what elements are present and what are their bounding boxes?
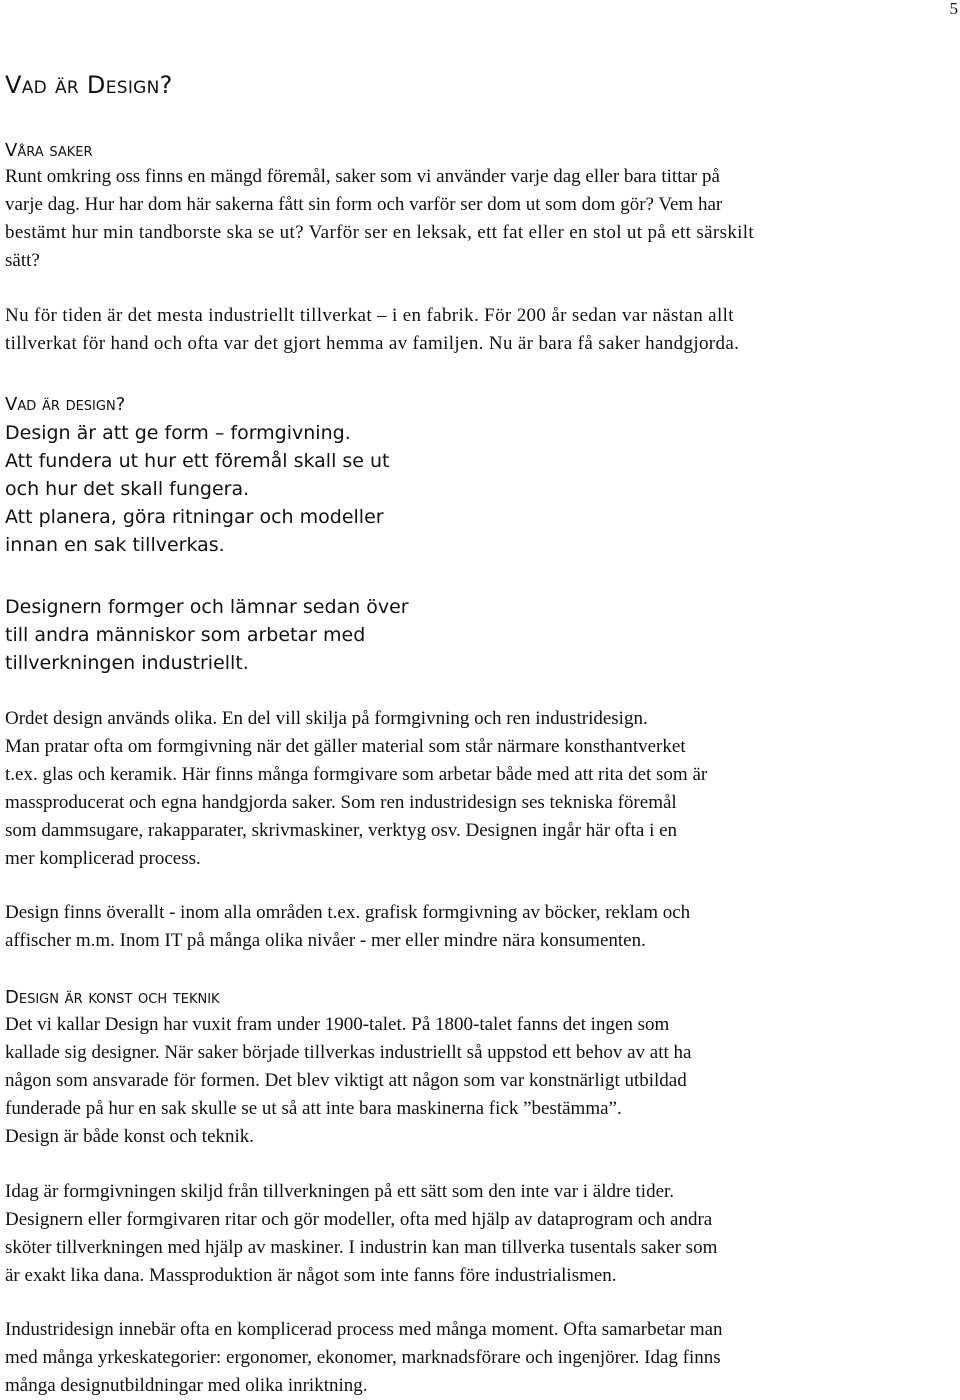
text-line: Design är både konst och teknik. [5,1126,255,1147]
text-line: Designern formger och lämnar sedan över [5,596,409,618]
paragraph [5,1178,717,1290]
text-line: sätt? [5,250,40,271]
text-line: funderade på hur en sak skulle se ut så att inte bara maskinerna fick ”bestämma”. [5,1098,622,1119]
paragraph [5,163,754,275]
text-line: mer komplicerad process. [5,848,201,869]
section-heading-vad-ar-design: Vad är design? [5,394,126,415]
text-line: Runt omkring oss finns en mängd föremål, saker som vi använder varje dag eller bara tittar på [5,166,720,187]
text-line: Ordet design används olika. En del vill skilja på formgivning och ren industridesign. [5,708,648,729]
page-number: 5 [949,0,958,18]
text-line: Designern eller formgivaren ritar och gör modeller, ofta med hjälp av dataprogram och andra [5,1209,713,1230]
text-line: Nu för tiden är det mesta industriellt tillverkat – i en fabrik. För 200 år sedan var nästan allt [5,305,734,326]
text-line: sköter tillverkningen med hjälp av maskiner. I industrin kan man tillverka tusentals saker som [5,1237,718,1258]
document-title: Vad är Design? [5,71,173,99]
paragraph [5,1316,723,1400]
text-line: är exakt lika dana. Massproduktion är något som inte fanns före industrialismen. [5,1265,617,1286]
text-line: och hur det skall fungera. [5,478,250,500]
text-line: t.ex. glas och keramik. Här finns många formgivare som arbetar både med att rita det som är [5,764,708,785]
section-heading-design-ar-konst-och-teknik: Design är konst och teknik [5,987,220,1008]
text-line: tillverkat för hand och ofta var det gjort hemma av familjen. Nu är bara få saker handgjorda. [5,333,740,354]
text-line: många designutbildningar med olika inriktning. [5,1375,368,1396]
text-line: Design finns överallt - inom alla områden t.ex. grafisk formgivning av böcker, reklam och [5,902,691,923]
text-line: affischer m.m. Inom IT på många olika nivåer - mer eller mindre nära konsumenten. [5,930,646,951]
paragraph [5,899,690,955]
paragraph [5,302,739,358]
text-line: bestämt hur min tandborste ska se ut? Varför ser en leksak, ett fat eller en stol ut på ett särskilt [5,222,755,243]
text-line: till andra människor som arbetar med [5,624,366,646]
text-line: tillverkningen industriellt. [5,652,249,674]
text-line: Design är att ge form – formgivning. [5,422,351,444]
text-line: kallade sig designer. När saker började tillverkas industriellt så uppstod ett behov av att ha [5,1042,692,1063]
text-line: Det vi kallar Design har vuxit fram under 1900-talet. På 1800-talet fanns det ingen som [5,1014,670,1035]
text-line: Att planera, göra ritningar och modeller [5,506,384,528]
text-line: som dammsugare, rakapparater, skrivmaskiner, verktyg osv. Designen ingår här ofta i en [5,820,678,841]
paragraph [5,419,390,559]
text-line: massproducerat och egna handgjorda saker. Som ren industridesign ses tekniska föremål [5,792,677,813]
text-line: någon som ansvarade för formen. Det blev viktigt att någon som var konstnärligt utbildad [5,1070,687,1091]
text-line: Industridesign innebär ofta en komplicerad process med många moment. Ofta samarbetar man [5,1319,723,1340]
text-line: innan en sak tillverkas. [5,534,225,556]
text-line: Man pratar ofta om formgivning när det gäller material som står närmare konsthantverket [5,736,686,757]
paragraph [5,1011,691,1151]
section-heading-vara-saker: Våra saker [5,140,93,161]
paragraph [5,705,707,873]
text-line: Att fundera ut hur ett föremål skall se ut [5,450,390,472]
text-line: med många yrkeskategorier: ergonomer, ekonomer, marknadsförare och ingenjörer. Idag finns [5,1347,721,1368]
text-line: Idag är formgivningen skiljd från tillverkningen på ett sätt som den inte var i äldre tider. [5,1181,675,1202]
text-line: varje dag. Hur har dom här sakerna fått sin form och varför ser dom ut som dom gör? Vem har [5,194,723,215]
paragraph [5,593,409,677]
